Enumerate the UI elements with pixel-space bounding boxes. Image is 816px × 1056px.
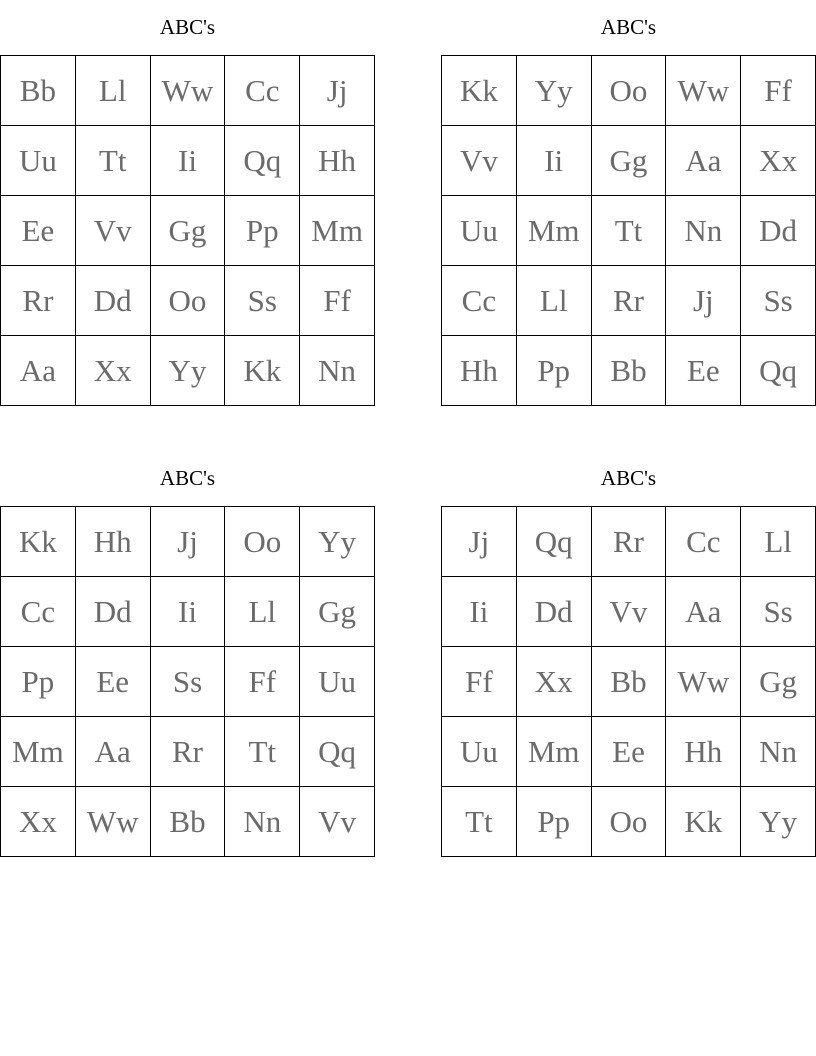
letter-cell: Ee bbox=[76, 647, 151, 717]
letter-cell: Aa bbox=[666, 577, 741, 647]
letter-cell: Vv bbox=[76, 196, 151, 266]
card-title: ABC's bbox=[600, 15, 657, 39]
letter-cell: Ii bbox=[442, 577, 517, 647]
letter-cell: Uu bbox=[1, 126, 76, 196]
letter-cell: Rr bbox=[151, 717, 226, 787]
letter-cell: Xx bbox=[1, 787, 76, 857]
letter-cell: Nn bbox=[741, 717, 816, 787]
letter-grid bbox=[441, 55, 816, 406]
letter-cell: Jj bbox=[666, 266, 741, 336]
letter-cell: Vv bbox=[592, 577, 667, 647]
card-title: ABC's bbox=[159, 466, 216, 490]
letter-cell: Mm bbox=[517, 717, 592, 787]
letter-cell: Jj bbox=[442, 507, 517, 577]
letter-cell: Ee bbox=[1, 196, 76, 266]
letter-cell: Mm bbox=[517, 196, 592, 266]
letter-cell: Bb bbox=[592, 647, 667, 717]
letter-cell: Nn bbox=[225, 787, 300, 857]
letter-cell: Dd bbox=[741, 196, 816, 266]
letter-cell: Ii bbox=[151, 126, 226, 196]
letter-cell: Gg bbox=[741, 647, 816, 717]
letter-cell: Pp bbox=[1, 647, 76, 717]
letter-grid bbox=[0, 506, 375, 857]
letter-cell: Dd bbox=[76, 577, 151, 647]
letter-cell: Oo bbox=[225, 507, 300, 577]
letter-cell: Uu bbox=[442, 196, 517, 266]
letter-cell: Ff bbox=[442, 647, 517, 717]
letter-cell: Tt bbox=[442, 787, 517, 857]
letter-cell: Ee bbox=[592, 717, 667, 787]
letter-cell: Yy bbox=[300, 507, 375, 577]
letter-cell: Ww bbox=[76, 787, 151, 857]
letter-cell: Cc bbox=[442, 266, 517, 336]
letter-cell: Ll bbox=[741, 507, 816, 577]
letter-cell: Ss bbox=[151, 647, 226, 717]
letter-cell: Xx bbox=[517, 647, 592, 717]
letter-cell: Hh bbox=[442, 336, 517, 406]
letter-cell: Gg bbox=[300, 577, 375, 647]
letter-cell: Bb bbox=[151, 787, 226, 857]
card-title: ABC's bbox=[600, 466, 657, 490]
letter-cell: Ii bbox=[517, 126, 592, 196]
letter-cell: Ss bbox=[741, 577, 816, 647]
letter-cell: Rr bbox=[1, 266, 76, 336]
letter-cell: Ee bbox=[666, 336, 741, 406]
letter-cell: Jj bbox=[300, 56, 375, 126]
letter-cell: Vv bbox=[300, 787, 375, 857]
letter-cell: Mm bbox=[1, 717, 76, 787]
letter-cell: Ww bbox=[151, 56, 226, 126]
card-title: ABC's bbox=[159, 15, 216, 39]
letter-cell: Bb bbox=[1, 56, 76, 126]
letter-cell: Tt bbox=[592, 196, 667, 266]
letter-cell: Kk bbox=[442, 56, 517, 126]
letter-cell: Vv bbox=[442, 126, 517, 196]
letter-cell: Hh bbox=[666, 717, 741, 787]
letter-cell: Xx bbox=[76, 336, 151, 406]
letter-cell: Pp bbox=[517, 787, 592, 857]
letter-cell: Ww bbox=[666, 56, 741, 126]
letter-cell: Ss bbox=[741, 266, 816, 336]
letter-cell: Jj bbox=[151, 507, 226, 577]
letter-cell: Aa bbox=[1, 336, 76, 406]
letter-cell: Yy bbox=[741, 787, 816, 857]
letter-cell: Uu bbox=[300, 647, 375, 717]
letter-cell: Rr bbox=[592, 507, 667, 577]
letter-grid bbox=[441, 506, 816, 857]
letter-cell: Tt bbox=[76, 126, 151, 196]
letter-cell: Qq bbox=[517, 507, 592, 577]
letter-cell: Oo bbox=[151, 266, 226, 336]
letter-cell: Tt bbox=[225, 717, 300, 787]
letter-cell: Yy bbox=[517, 56, 592, 126]
letter-cell: Pp bbox=[225, 196, 300, 266]
letter-cell: Ss bbox=[225, 266, 300, 336]
letter-cell: Hh bbox=[300, 126, 375, 196]
letter-cell: Aa bbox=[666, 126, 741, 196]
letter-cell: Nn bbox=[666, 196, 741, 266]
letter-cell: Ww bbox=[666, 647, 741, 717]
letter-cell: Kk bbox=[1, 507, 76, 577]
letter-cell: Cc bbox=[1, 577, 76, 647]
letter-cell: Yy bbox=[151, 336, 226, 406]
letter-cell: Qq bbox=[741, 336, 816, 406]
letter-cell: Oo bbox=[592, 56, 667, 126]
letter-grid bbox=[0, 55, 375, 406]
letter-cell: Ii bbox=[151, 577, 226, 647]
letter-cell: Cc bbox=[666, 507, 741, 577]
letter-cell: Cc bbox=[225, 56, 300, 126]
letter-cell: Uu bbox=[442, 717, 517, 787]
letter-cell: Kk bbox=[666, 787, 741, 857]
letter-cell: Qq bbox=[225, 126, 300, 196]
letter-cell: Gg bbox=[592, 126, 667, 196]
letter-cell: Rr bbox=[592, 266, 667, 336]
letter-cell: Kk bbox=[225, 336, 300, 406]
letter-cell: Ll bbox=[225, 577, 300, 647]
letter-cell: Ff bbox=[225, 647, 300, 717]
letter-cell: Pp bbox=[517, 336, 592, 406]
letter-cell: Aa bbox=[76, 717, 151, 787]
letter-cell: Ll bbox=[76, 56, 151, 126]
letter-cell: Ll bbox=[517, 266, 592, 336]
letter-cell: Oo bbox=[592, 787, 667, 857]
letter-cell: Gg bbox=[151, 196, 226, 266]
letter-cell: Qq bbox=[300, 717, 375, 787]
letter-cell: Hh bbox=[76, 507, 151, 577]
letter-cell: Xx bbox=[741, 126, 816, 196]
letter-cell: Nn bbox=[300, 336, 375, 406]
letter-cell: Dd bbox=[517, 577, 592, 647]
letter-cell: Dd bbox=[76, 266, 151, 336]
letter-cell: Mm bbox=[300, 196, 375, 266]
letter-cell: Bb bbox=[592, 336, 667, 406]
letter-cell: Ff bbox=[741, 56, 816, 126]
letter-cell: Ff bbox=[300, 266, 375, 336]
